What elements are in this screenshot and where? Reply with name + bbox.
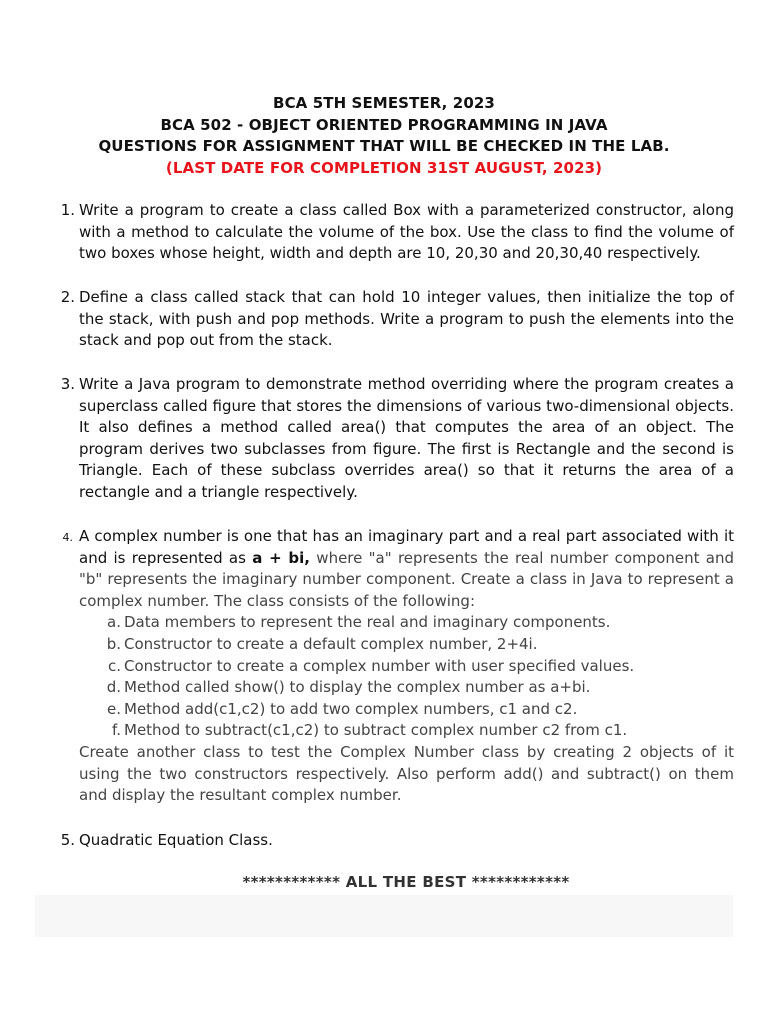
question-intro (79, 526, 734, 612)
question-3 (60, 374, 734, 504)
question-number: 3. (60, 375, 75, 393)
sub-item-f (79, 720, 734, 742)
header-course: BCA 502 - OBJECT ORIENTED PROGRAMMING IN JAVA (160, 115, 608, 134)
sub-item-c (79, 656, 734, 678)
question-number: 2. (60, 288, 75, 306)
sub-item-text: Data members to represent the real and imaginary components. (124, 613, 611, 632)
question-5 (60, 830, 734, 852)
question-text: Define a class called stack that can hold 10 integer values, then initialize the top of the stack, with push and pop methods. Write a program to push the elements into the stack and pop out from the stack. (79, 288, 734, 350)
question-number: 1. (60, 201, 75, 219)
header-deadline: (LAST DATE FOR COMPLETION 31ST AUGUST, 2023) (165, 158, 603, 177)
question-4 (62, 526, 734, 807)
sub-item-letter: d. (106, 678, 121, 697)
question-1 (60, 200, 734, 265)
question-text: Quadratic Equation Class. (79, 831, 273, 849)
sub-item-letter: e. (107, 699, 121, 718)
sub-item-letter: b. (106, 634, 121, 653)
sub-item-letter: c. (107, 656, 121, 675)
sub-item-letter: f. (112, 721, 121, 740)
question-number: 5. (60, 831, 75, 849)
sub-item-text: Constructor to create a complex number with user specified values. (124, 656, 635, 675)
sub-item-letter: a. (107, 613, 121, 632)
question-2 (60, 287, 734, 352)
header-semester: BCA 5TH SEMESTER, 2023 (273, 94, 495, 112)
header-assignment: QUESTIONS FOR ASSIGNMENT THAT WILL BE CHECKED IN THE LAB. (98, 137, 670, 155)
sub-item-text: Method add(c1,c2) to add two complex numbers, c1 and c2. (124, 699, 578, 718)
question-outro: Create another class to test the Complex Number class by creating 2 objects of it using the two constructors respectively. Also perform add() and subtract() on them and display the resultant complex number. (79, 742, 734, 805)
question-number: 4. (62, 531, 73, 544)
sub-item-text: Method called show() to display the complex number as a+bi. (124, 678, 591, 697)
sub-item-e (79, 699, 734, 721)
document-header (0, 93, 768, 179)
sub-item-b (79, 634, 734, 656)
footer-shade (35, 895, 733, 937)
sub-item-d (79, 677, 734, 699)
complex-form-bold: a + bi, (252, 548, 310, 567)
sub-item-a (79, 612, 734, 634)
question-text: Write a program to create a class called Box with a parameterized constructor, along with a method to calculate the volume of the box. Use the class to find the volume of two boxes whose height, width and depth are 10, 20,30 and 20,30,40 respectively. (79, 201, 734, 263)
intro-text-cont: where "a" represents the real number component and "b" represents the imaginary number component. Create a class in Java to represent a complex number. The class consists of the following: (79, 548, 734, 610)
intro-text: A complex number is one that has an imaginary part and a real part associated with it and is represented as (79, 527, 734, 567)
sub-item-list (79, 612, 734, 742)
sub-item-text: Constructor to create a default complex number, 2+4i. (124, 634, 538, 653)
sub-item-text: Method to subtract(c1,c2) to subtract complex number c2 from c1. (124, 721, 628, 740)
question-text: Write a Java program to demonstrate method overriding where the program creates a superclass called figure that stores the dimensions of various two-dimensional objects. It also defines a method called area() that computes the area of an object. The program derives two subclasses from figure. The first is Rectangle and the second is Triangle. Each of these subclass overrides area() so that it returns the area of a rectangle and a triangle respectively. (79, 375, 734, 501)
footer-best-wishes: ************ ALL THE BEST ************ (242, 873, 570, 891)
